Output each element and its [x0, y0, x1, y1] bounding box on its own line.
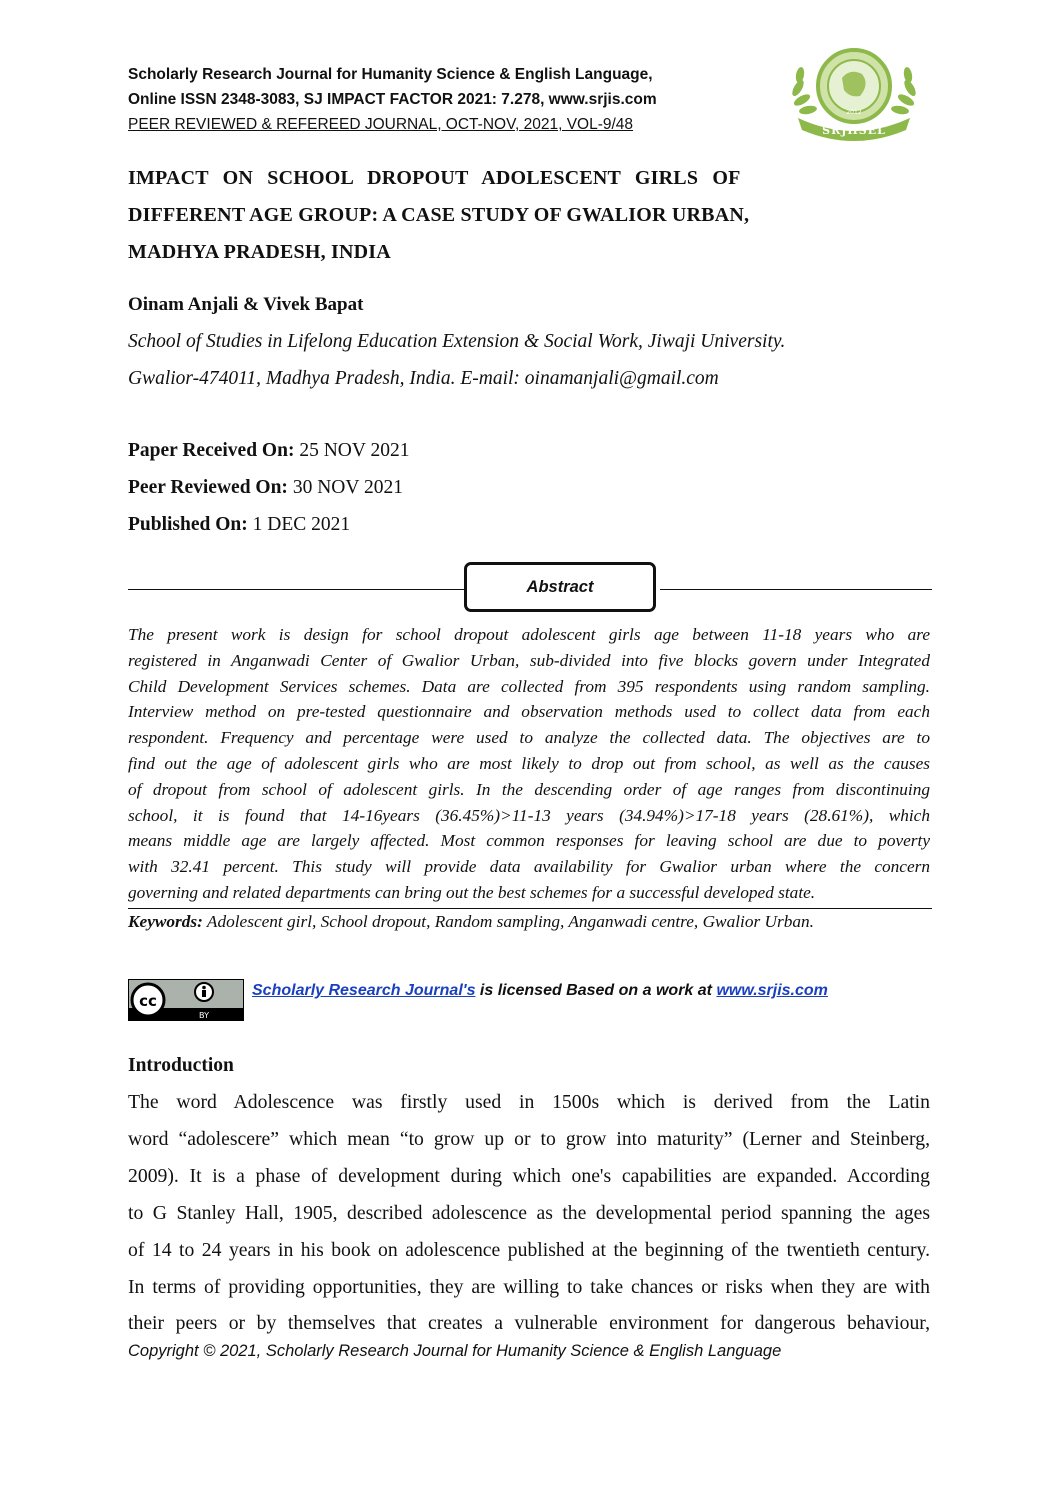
- abstract-line: Interview method on pre-tested questionnaire and observation methods used to collect data from each: [128, 702, 930, 722]
- title-line: DIFFERENT AGE GROUP: A CASE STUDY OF GWALIOR URBAN,: [128, 204, 750, 226]
- copyright-footer: Copyright © 2021, Scholarly Research Journal for Humanity Science & English Language: [128, 1342, 782, 1360]
- abstract-line: The present work is design for school dropout adolescent girls age between 11-18 years who are: [128, 625, 930, 644]
- received-value: 25 NOV 2021: [299, 440, 410, 461]
- introduction-body: [128, 1084, 930, 1342]
- published-value: 1 DEC 2021: [252, 514, 351, 535]
- body-line: of 14 to 24 years in his book on adolescence published at the beginning of the twentieth century.: [128, 1238, 930, 1261]
- abstract-line: with 32.41 percent. This study will provide data availability for Gwalior urban where the concern: [128, 857, 930, 877]
- introduction-heading: Introduction: [128, 1055, 234, 1076]
- abstract-line: of dropout from school of adolescent girls. In the descending order of age ranges from discontinuing: [128, 779, 930, 799]
- title-line: MADHYA PRADESH, INDIA: [128, 241, 391, 263]
- received-date: [128, 432, 409, 469]
- cc-by-label: BY: [199, 1011, 209, 1020]
- logo-year: 2012: [846, 109, 862, 116]
- abstract-line: respondent. Frequency and percentage were used to analyze the collected data. The objectives are to: [128, 728, 930, 748]
- abstract-line: means middle age are largely affected. Most common responses for leaving school are due to poverty: [128, 831, 930, 851]
- journal-issn: Online ISSN 2348-3083, SJ IMPACT FACTOR 2021: 7.278, www.srjis.com: [128, 91, 657, 108]
- body-line: to G Stanley Hall, 1905, described adolescence as the developmental period spanning the ages: [128, 1201, 930, 1224]
- license-statement: [252, 980, 828, 1002]
- abstract-rule-left: [128, 589, 464, 590]
- body-line: word “adolescere” which mean “to grow up or to grow into maturity” (Lerner and Steinberg,: [128, 1127, 930, 1150]
- keywords-label: Keywords:: [128, 912, 203, 931]
- abstract-body: [128, 622, 930, 906]
- abstract-line: registered in Anganwadi Center of Gwalior Urban, sub-divided into five blocks govern under Integrated: [128, 650, 930, 670]
- abstract-line: find out the age of adolescent girls who are most likely to drop out from school, as well as the causes: [128, 753, 930, 773]
- published-date: [128, 506, 350, 543]
- reviewed-date: [128, 469, 403, 506]
- published-label: Published On:: [128, 514, 248, 535]
- reviewed-label: Peer Reviewed On:: [128, 477, 288, 498]
- journal-issue: PEER REVIEWED & REFEREED JOURNAL, OCT-NOV, 2021, VOL-9/48: [128, 116, 634, 133]
- affiliation-line: School of Studies in Lifelong Education Extension & Social Work, Jiwaji University.: [128, 331, 786, 352]
- abstract-heading: Abstract: [464, 562, 656, 612]
- title-line: IMPACT ON SCHOOL DROPOUT ADOLESCENT GIRLS OF: [128, 167, 741, 189]
- body-line: The word Adolescence was firstly used in 1500s which is derived from the Latin: [128, 1091, 930, 1113]
- journal-name: Scholarly Research Journal for Humanity Science & English Language,: [128, 66, 653, 83]
- body-line: In terms of providing opportunities, they are willing to take chances or risks when they are with: [128, 1275, 930, 1298]
- srjis-link[interactable]: www.srjis.com: [716, 982, 828, 999]
- logo-text: SRJHSEL: [822, 124, 886, 137]
- cc-icon: cc: [139, 992, 157, 1010]
- person-icon: [202, 986, 206, 990]
- keywords-value: Adolescent girl, School dropout, Random sampling, Anganwadi centre, Gwalior Urban.: [206, 912, 814, 931]
- journal-logo: [784, 40, 924, 144]
- journal-link[interactable]: Scholarly Research Journal's: [252, 982, 476, 999]
- received-label: Paper Received On:: [128, 440, 295, 461]
- reviewed-value: 30 NOV 2021: [292, 477, 403, 498]
- paper-title: [128, 160, 928, 271]
- abstract-line: Child Development Services schemes. Data are collected from 395 respondents using random sampling.: [128, 676, 930, 696]
- cc-by-badge[interactable]: [128, 979, 244, 1021]
- license-middle: is licensed Based on a work at: [475, 982, 717, 999]
- affiliation-line: Gwalior-474011, Madhya Pradesh, India. E-mail: oinamanjali@gmail.com: [128, 368, 719, 389]
- authors: Oinam Anjali & Vivek Bapat: [128, 294, 364, 315]
- abstract-line: school, it is found that 14-16years (36.45%)>11-13 years (34.94%)>17-18 years (28.61%), which: [128, 805, 930, 825]
- body-line: their peers or by themselves that creates a vulnerable environment for dangerous behaviour,: [128, 1312, 930, 1335]
- abstract-line: governing and related departments can bring out the best schemes for a successful developed state.: [128, 882, 816, 902]
- abstract-rule-right: [660, 589, 932, 590]
- body-line: 2009). It is a phase of development during which one's capabilities are expanded. According: [128, 1164, 930, 1187]
- keywords: [128, 909, 814, 934]
